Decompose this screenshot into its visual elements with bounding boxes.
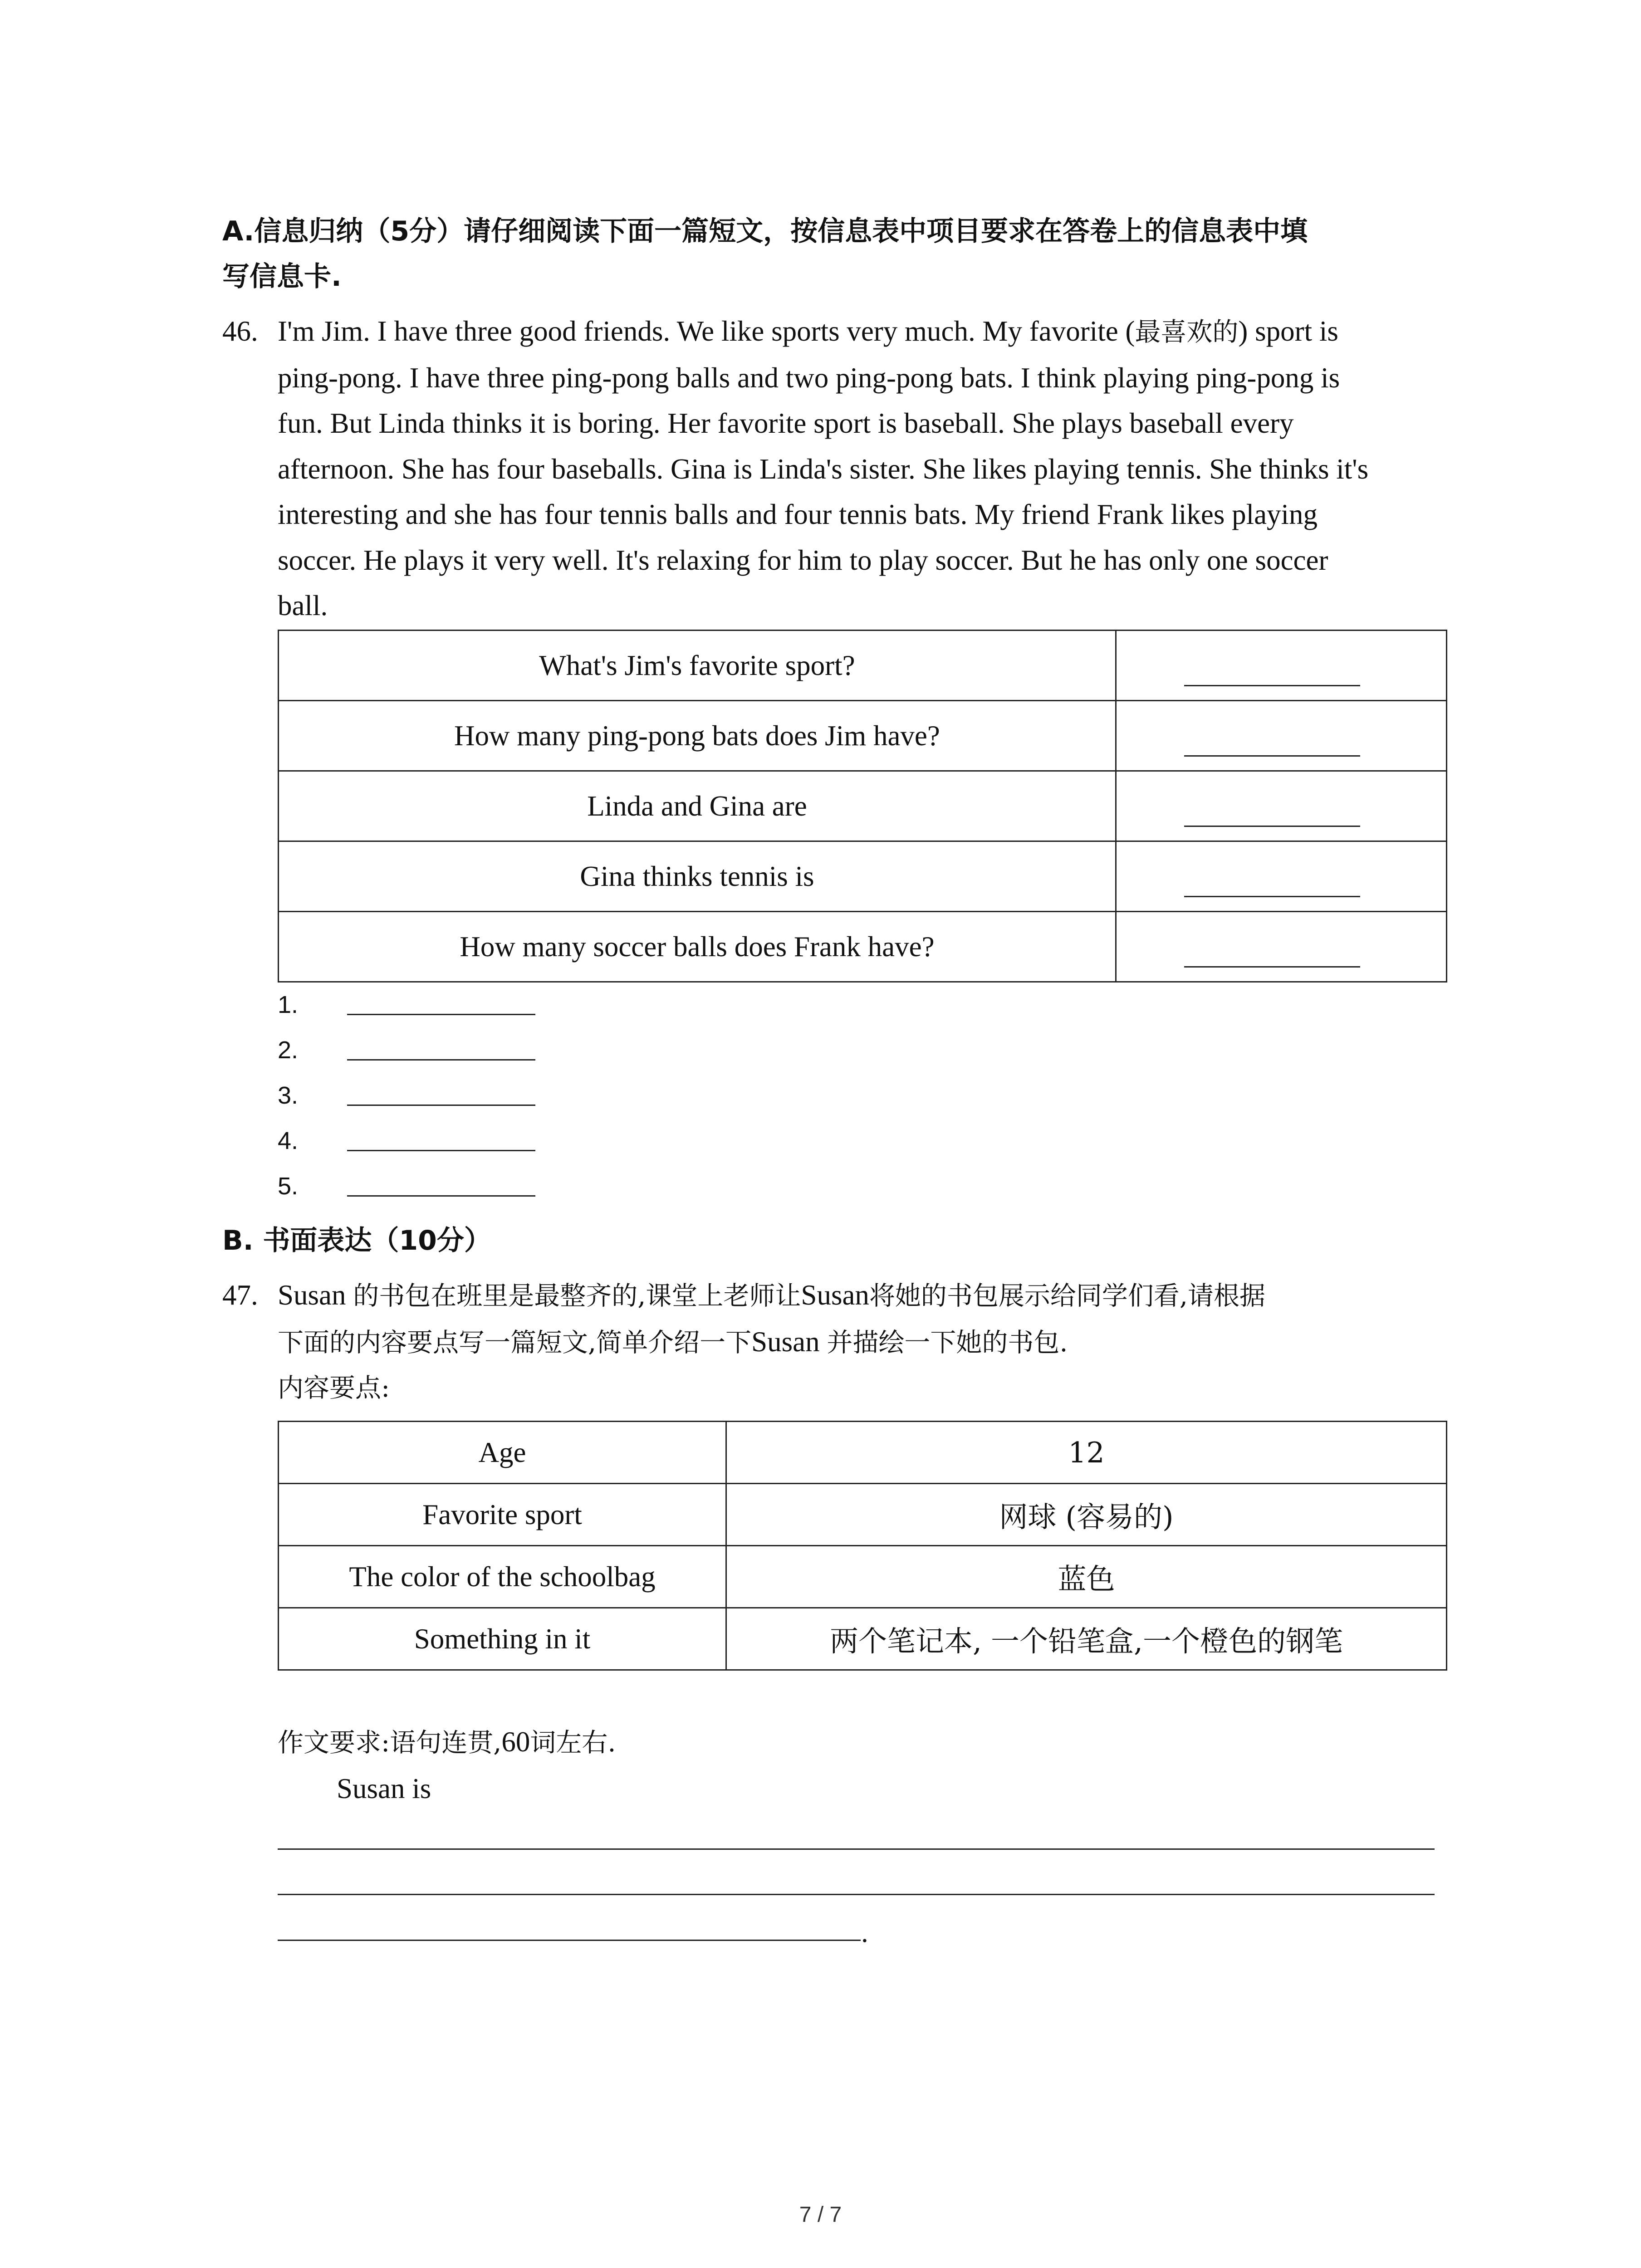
passage-line: soccer. He plays it very well. It's relaxing for him to play soccer. But he has only one soccer xyxy=(278,544,1328,576)
answer-line[interactable] xyxy=(347,1059,535,1061)
writing-requirement xyxy=(278,1719,1480,1811)
table-row xyxy=(279,1422,1447,1484)
section-a-heading: A.信息归纳（5分）请仔细阅读下面一篇短文，按信息表中项目要求在答卷上的信息表中填 xyxy=(222,215,1308,247)
point-key: Age xyxy=(279,1422,726,1484)
answer-number: 1. xyxy=(278,991,299,1018)
passage-line: I'm Jim. I have three good friends. We like sports very much. My favorite (最喜欢的) sport is xyxy=(278,315,1338,347)
passage-line: interesting and she has four tennis balls and four tennis bats. My friend Frank likes playing xyxy=(278,499,1318,530)
passage-line: afternoon. She has four baseballs. Gina is Linda's sister. She likes playing tennis. She thinks it's xyxy=(278,453,1369,485)
info-table xyxy=(278,630,1447,982)
prompt-line: Susan 的书包在班里是最整齐的,课堂上老师让Susan将她的书包展示给同学们看,请根据 xyxy=(278,1279,1266,1311)
answer-blank[interactable] xyxy=(1116,912,1446,982)
passage-line: fun. But Linda thinks it is boring. Her favorite sport is baseball. She plays baseball every xyxy=(278,407,1294,439)
point-key: Favorite sport xyxy=(279,1484,726,1546)
point-value: 两个笔记本, 一个铅笔盒,一个橙色的钢笔 xyxy=(726,1608,1447,1670)
table-question: Gina thinks tennis is xyxy=(279,841,1116,912)
table-question: How many soccer balls does Frank have? xyxy=(279,912,1116,982)
answer-blank[interactable] xyxy=(1116,701,1446,771)
table-row xyxy=(279,841,1447,912)
question-46-number: 46. xyxy=(222,315,258,347)
requirement-line: 作文要求:语句连贯,60词左右. xyxy=(278,1726,616,1758)
table-row xyxy=(279,912,1447,982)
writing-line[interactable] xyxy=(278,1894,1435,1895)
section-a-heading-cont: 写信息卡. xyxy=(222,261,342,293)
answer-line[interactable] xyxy=(347,1195,535,1197)
page-number: 7 / 7 xyxy=(799,2203,842,2227)
answer-blank[interactable] xyxy=(1116,841,1446,912)
question-47-prompt xyxy=(278,1272,1480,1411)
table-question: Linda and Gina are xyxy=(279,771,1116,841)
table-row xyxy=(279,631,1447,701)
passage-line: ping-pong. I have three ping-pong balls and two ping-pong bats. I think playing ping-pong is xyxy=(278,362,1340,394)
table-row xyxy=(279,1484,1447,1546)
answer-number: 4. xyxy=(278,1127,299,1154)
point-value: 蓝色 xyxy=(726,1546,1447,1608)
answer-blank[interactable] xyxy=(1116,771,1446,841)
key-points-table xyxy=(278,1421,1447,1671)
prompt-line: 下面的内容要点写一篇短文,简单介绍一下Susan 并描绘一下她的书包. xyxy=(278,1325,1068,1358)
answer-number: 2. xyxy=(278,1036,299,1064)
table-row xyxy=(279,1608,1447,1670)
writing-line[interactable] xyxy=(278,1848,1435,1850)
table-question: What's Jim's favorite sport? xyxy=(279,631,1116,701)
writing-line-last[interactable] xyxy=(278,1940,861,1941)
point-value: 网球 (容易的) xyxy=(726,1484,1447,1546)
answer-blank[interactable] xyxy=(1116,631,1446,701)
answer-number: 3. xyxy=(278,1082,299,1109)
question-47-number: 47. xyxy=(222,1279,258,1311)
answer-line[interactable] xyxy=(347,1014,535,1015)
answer-line[interactable] xyxy=(347,1105,535,1106)
table-row xyxy=(279,701,1447,771)
section-b-heading: B. 书面表达（10分） xyxy=(222,1225,491,1256)
table-question: How many ping-pong bats does Jim have? xyxy=(279,701,1116,771)
essay-start: Susan is xyxy=(337,1772,431,1804)
point-key: The color of the schoolbag xyxy=(279,1546,726,1608)
table-row xyxy=(279,771,1447,841)
key-points-label: 内容要点: xyxy=(278,1373,390,1403)
point-value: 12 xyxy=(726,1422,1447,1484)
question-46-passage xyxy=(278,308,1480,629)
end-period: . xyxy=(861,1916,868,1948)
passage-line: ball. xyxy=(278,590,328,621)
answer-line[interactable] xyxy=(347,1150,535,1151)
point-key: Something in it xyxy=(279,1608,726,1670)
table-row xyxy=(279,1546,1447,1608)
answer-number: 5. xyxy=(278,1173,299,1200)
